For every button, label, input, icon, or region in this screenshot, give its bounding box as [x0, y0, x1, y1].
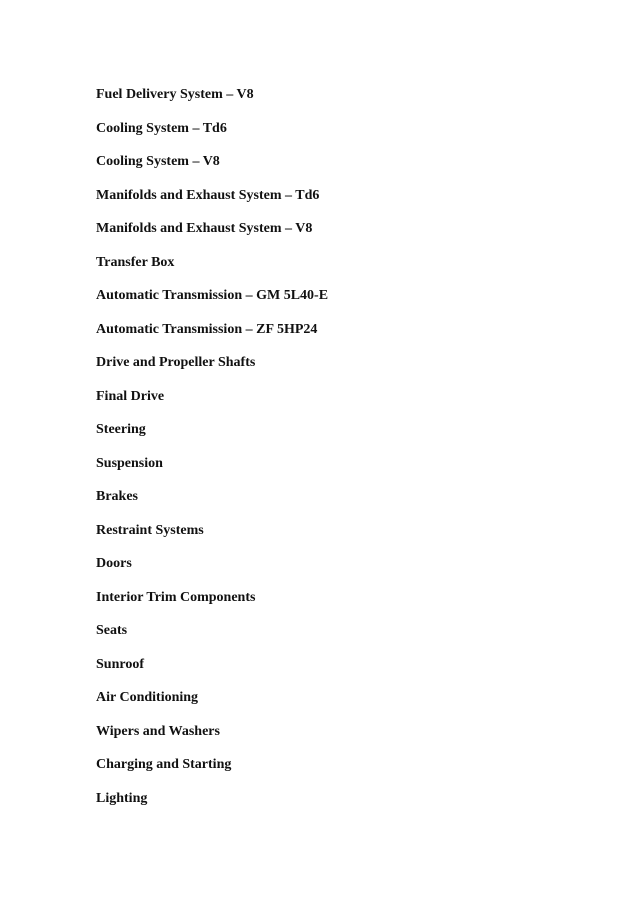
list-item: Final Drive	[96, 388, 165, 404]
list-item: Fuel Delivery System – V8	[96, 87, 254, 102]
list-item: Seats	[96, 623, 128, 638]
list-item: Wipers and Washers	[96, 723, 220, 739]
list-item: Suspension	[96, 455, 163, 471]
list-item: Sunroof	[96, 656, 144, 672]
list-item: Drive and Propeller Shafts	[96, 355, 256, 370]
list-item: Cooling System – Td6	[96, 120, 227, 136]
list-item: Doors	[96, 556, 132, 571]
list-item: Cooling System – V8	[96, 154, 220, 169]
list-item: Transfer Box	[96, 254, 175, 270]
section-list	[96, 87, 328, 824]
list-item: Manifolds and Exhaust System – V8	[96, 221, 313, 236]
list-item: Manifolds and Exhaust System – Td6	[96, 187, 320, 203]
list-item: Brakes	[96, 489, 138, 504]
list-item: Lighting	[96, 790, 148, 806]
list-item: Automatic Transmission – GM 5L40-E	[96, 288, 329, 303]
list-item: Restraint Systems	[96, 522, 204, 538]
list-item: Interior Trim Components	[96, 589, 256, 605]
list-item: Charging and Starting	[96, 757, 232, 772]
list-item: Automatic Transmission – ZF 5HP24	[96, 321, 318, 337]
list-item: Steering	[96, 422, 146, 437]
list-item: Air Conditioning	[96, 690, 199, 705]
